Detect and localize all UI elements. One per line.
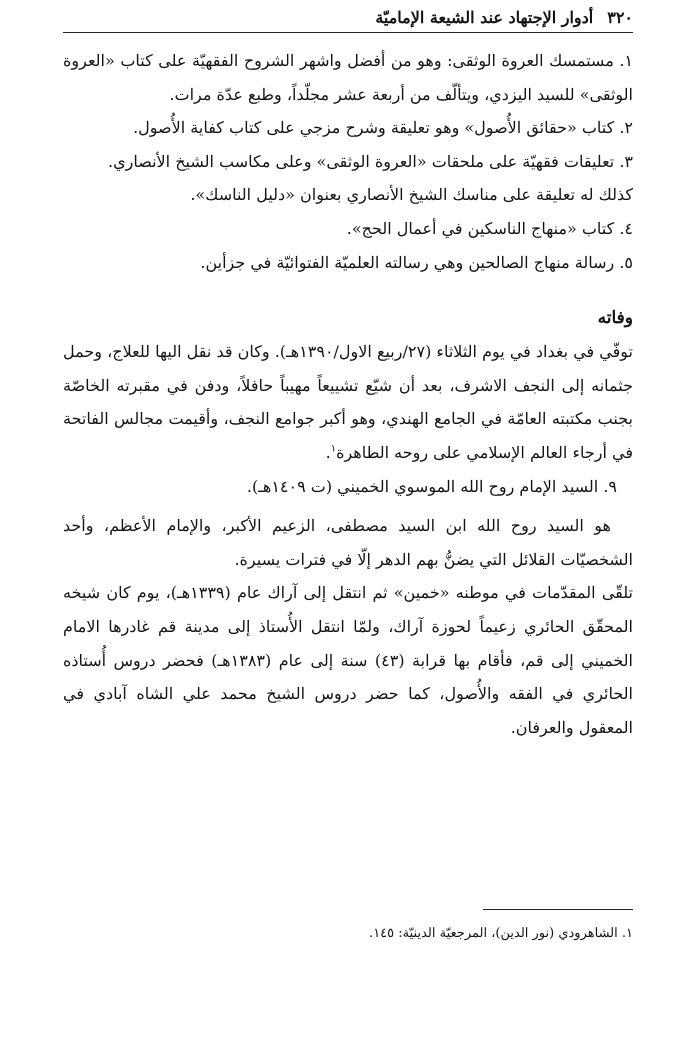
list-item: ٣. تعليقات فقهيّة على ملحقات «العروة الوثقى» وعلى مكاسب الشيخ الأنصاري. — [108, 151, 633, 171]
page-body — [63, 44, 633, 744]
khomeini-paragraph-1: هو السيد روح الله ابن السيد مصطفى، الزعيم الأكبر، والإمام الأعظم، وأحد الشخصيّات القلائل التي يضنُّ بهم الدهر إلّا في فترات يسيرة. — [63, 516, 633, 569]
khomeini-paragraph-2: تلقّى المقدّمات في موطنه «خمين» ثم انتقل إلى آراك عام (١٣٣٩هـ)، يوم كان شيخه المحقّق الحائري زعيماً لحوزة آراك، ولمّا انتقل الأُستاذ إلى مدينة قم غادرها الامام الخميني إلى قم، فأقام بها قرابة (٤٣) سنة إلى عام (١٣٨٣هـ) فحضر دروس أُستاذه الحائري في الفقه والأُصول، كما حضر دروس الشيخ محمد علي الشاه آبادي في المعقول والعرفان. — [63, 583, 634, 737]
running-header — [63, 6, 633, 33]
entry-title-khomeini: ٩. السيد الإمام روح الله الموسوي الخميني (ت ١٤٠٩هـ). — [246, 476, 617, 496]
footnote-reference: ١ — [330, 443, 337, 455]
list-item: ١. مستمسك العروة الوثقى: وهو من أفضل واشهر الشروح الفقهيّة على كتاب «العروة الوثقى» للسيد اليزدي، ويتألّف من أربعة عشر مجلّداً، وطبع عدّة مرات. — [63, 51, 633, 104]
list-item: ٥. رسالة منهاج الصالحين وهي رسالته العلميّة الفتوائيّة في جزأين. — [200, 252, 633, 272]
list-item: ٢. كتاب «حقائق الأُصول» وهو تعليقة وشرح مزجي على كتاب كفاية الأُصول. — [133, 118, 633, 138]
works-list — [63, 44, 633, 279]
page-number: ٣٢٠ — [607, 8, 633, 27]
section-heading-death: وفاته — [597, 308, 633, 329]
list-item: ٤. كتاب «منهاج الناسكين في أعمال الحج». — [346, 218, 633, 238]
death-paragraph: توفّي في بغداد في يوم الثلاثاء (٢٧/ربيع الاول/١٣٩٠هـ). وكان قد نقل اليها للعلاج، وحمل جثمانه إلى النجف الاشرف، بعد أن شيّع تشييعاً مهيباً حافلاً، ودفن في مقبرته الخاصّة بجنب مكتبته العامّة في الجامع الهندي، وهو أكبر جوامع النجف، وأقيمت مجالس الفاتحة في أرجاء العالم الإسلامي على روحه الطاهرة$^١$. — [63, 342, 633, 462]
running-title: أدوار الإجتهاد عند الشيعة الإماميّة — [375, 8, 594, 27]
footnote-divider — [483, 909, 633, 910]
list-item: كذلك له تعليقة على مناسك الشيخ الأنصاري بعنوان «دليل الناسك». — [190, 185, 633, 205]
death-paragraph-text: توفّي في بغداد في يوم الثلاثاء (٢٧/ربيع الاول/١٣٩٠هـ). وكان قد نقل اليها للعلاج، وحمل جثمانه إلى النجف الاشرف، بعد أن شيّع تشييعاً مهيباً حافلاً، ودفن في مقبرته الخاصّة بجنب مكتبته العامّة في الجامع الهندي، وهو أكبر جوامع النجف، وأقيمت مجالس الفاتحة في أرجاء العالم الإسلامي على روحه الطاهرة — [63, 342, 633, 462]
footnote: ١. الشاهرودي (نور الدين)، المرجعيّة الدينيّة: ١٤٥. — [369, 926, 633, 941]
